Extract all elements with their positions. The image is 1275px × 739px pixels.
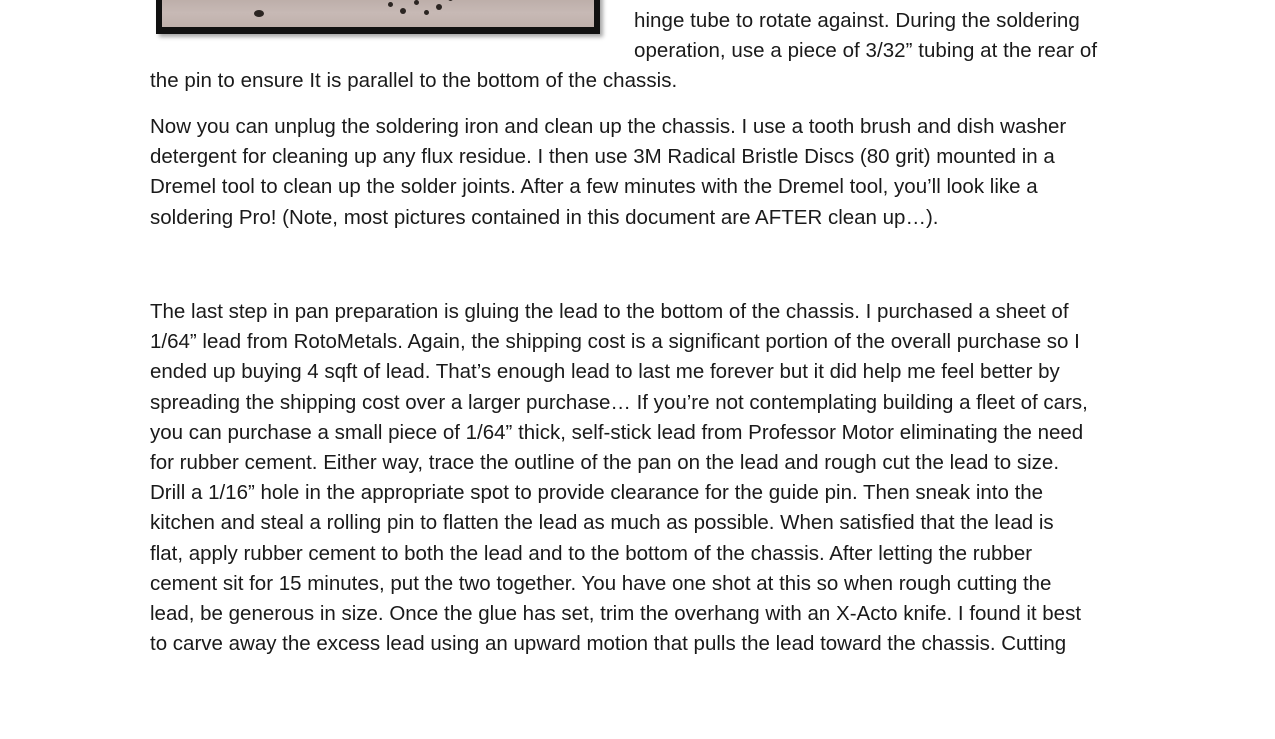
paragraph-lead <box>150 297 1140 659</box>
paragraph-line: 1/64” lead from RotoMetals. Again, the shipping cost is a significant portion of the overall purchase so I <box>150 330 1080 354</box>
paragraph-line: detergent for cleaning up any flux residue. I then use 3M Radical Bristle Discs (80 grit) mounted in a <box>150 145 1055 169</box>
photo-detail <box>448 0 453 1</box>
wrap-text-line: operation, use a piece of 3/32” tubing at the rear of <box>634 39 1098 62</box>
paragraph-line: spreading the shipping cost over a larger purchase… If you’re not contemplating building a fleet of cars, <box>150 390 1088 414</box>
photo-detail <box>400 8 406 14</box>
paragraph-line: lead, be generous in size. Once the glue has set, trim the overhang with an X-Acto knife. I found it best <box>150 602 1082 626</box>
paragraph-line: Dremel tool to clean up the solder joints. After a few minutes with the Dremel tool, you’ll look like a <box>150 175 1038 199</box>
continued-text-line: the pin to ensure It is parallel to the bottom of the chassis. <box>150 69 678 92</box>
paragraph-line: kitchen and steal a rolling pin to flatten the lead as much as possible. When satisfied that the lead is <box>150 511 1054 535</box>
paragraph-line: for rubber cement. Either way, trace the outline of the pan on the lead and rough cut the lead to size. <box>150 451 1060 475</box>
workbench-photo <box>156 0 600 34</box>
paragraph-line: to carve away the excess lead using an upward motion that pulls the lead toward the chassis. Cutting <box>150 632 1067 656</box>
paragraph-cleanup <box>150 112 1140 233</box>
paragraph-line: you can purchase a small piece of 1/64” thick, self-stick lead from Professor Motor eliminating the need <box>150 420 1084 444</box>
photo-detail <box>388 2 393 7</box>
paragraph-line: ended up buying 4 sqft of lead. That’s enough lead to last me forever but it did help me feel better by <box>150 360 1060 384</box>
wrap-text-line: hinge tube to rotate against. During the soldering <box>634 9 1080 32</box>
paragraph-line: flat, apply rubber cement to both the lead and to the bottom of the chassis. After letting the rubber <box>150 541 1033 565</box>
photo-detail <box>414 0 419 5</box>
photo-detail <box>254 10 264 17</box>
paragraph-line: soldering Pro! (Note, most pictures contained in this document are AFTER clean up…). <box>150 205 939 229</box>
paragraph-line: cement sit for 15 minutes, put the two together. You have one shot at this so when rough cutting the <box>150 571 1052 595</box>
paragraph-line: The last step in pan preparation is gluing the lead to the bottom of the chassis. I purchased a sheet of <box>150 300 1069 323</box>
photo-detail <box>424 10 429 15</box>
paragraph-line: Now you can unplug the soldering iron and clean up the chassis. I use a tooth brush and dish washer <box>150 115 1067 138</box>
photo-image <box>162 0 594 27</box>
photo-detail <box>436 4 442 10</box>
paragraph-line: Drill a 1/16” hole in the appropriate spot to provide clearance for the guide pin. Then sneak into the <box>150 481 1044 505</box>
